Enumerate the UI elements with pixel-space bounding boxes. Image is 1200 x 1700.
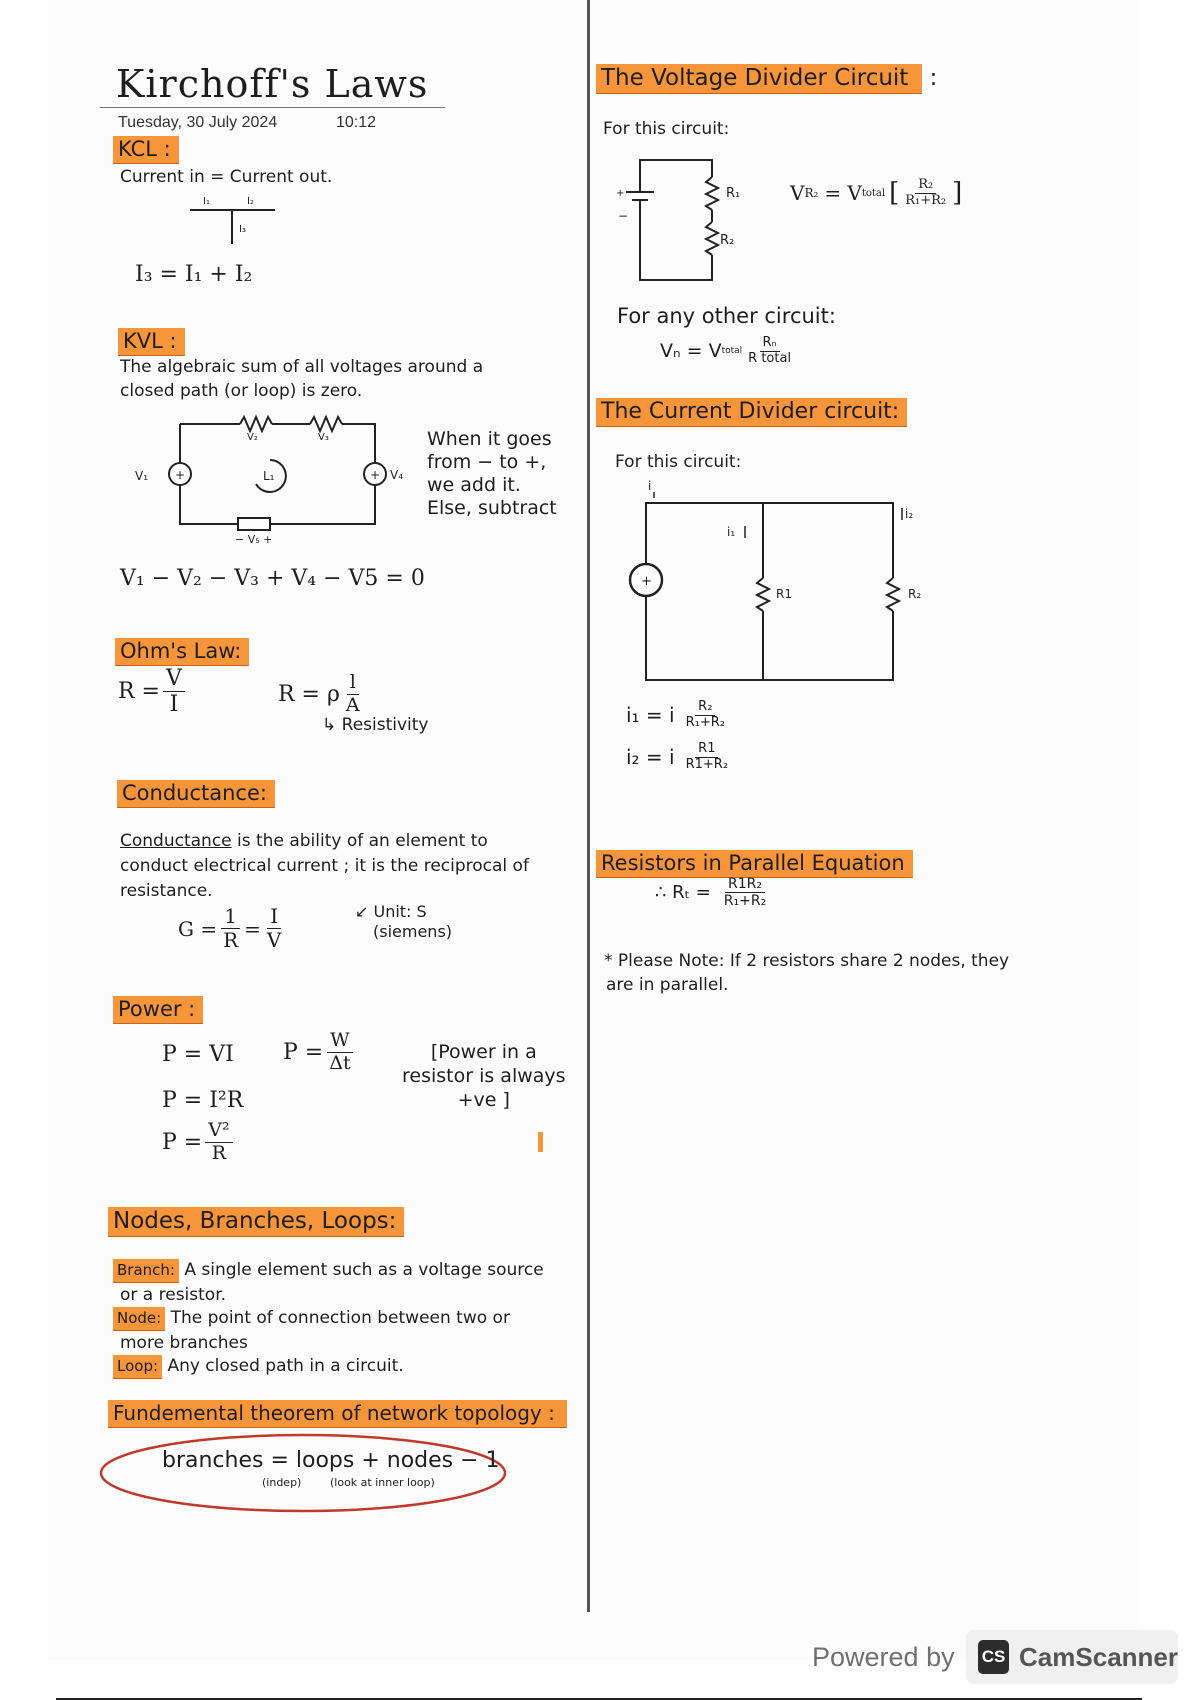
cd-r2-label: R₂: [908, 587, 922, 601]
kvl-heading: KVL :: [118, 328, 185, 356]
v5-label: − V₅ +: [235, 533, 273, 546]
vdivider-formula: V R₂ = V total [ $\frac{\text{R₂}}{\text{R₁+R₂}}$ ]: [790, 177, 963, 209]
theorem-ellipse: [98, 1432, 508, 1514]
cd-i1-label: i₁: [727, 525, 736, 539]
vdivider-heading-row: The Voltage Divider Circuit :: [596, 64, 937, 94]
conductance-heading: Conductance:: [117, 780, 275, 808]
kcl-i2-label: I₂: [247, 196, 254, 207]
ohms-formula-1: R = $\frac{V}{I}$: [118, 666, 188, 718]
topology-formula: branches = loops + nodes − 1: [162, 1448, 500, 1473]
page-time: 10:12: [336, 114, 377, 131]
vdivider-other-formula: Vₙ = V total $\frac{\text{Rₙ}}{\text{R total}}$: [660, 335, 792, 366]
cdivider-eq2: i₂ = i $\frac{R1}{\text{R1+R₂}}$: [626, 741, 729, 772]
ohms-formula-2: R = ρ $\frac{l}{A}$: [278, 671, 360, 716]
node-definition: Node: The point of connection between two or: [113, 1307, 510, 1331]
kcl-node-diagram: [185, 190, 285, 250]
topology-sub-indep: (indep): [262, 1476, 302, 1489]
kvl-circuit-diagram: [130, 412, 420, 547]
powered-by-text: Powered by: [812, 1642, 955, 1672]
power-formula-v2r: P = $\frac{\text{V²}}{R}$: [162, 1120, 236, 1165]
cd-i-label: i: [648, 479, 652, 493]
power-formula-i2r: P = I²R: [162, 1088, 244, 1113]
title-underline: [100, 107, 445, 108]
vd-r1-label: R₁: [726, 186, 741, 201]
svg-text:−: −: [618, 209, 629, 223]
page-title: Kirchoff's Laws: [116, 62, 429, 106]
kvl-note: When it goes from − to +, we add it. Else, subtract: [427, 428, 557, 519]
parallel-heading: Resistors in Parallel Equation: [596, 850, 913, 878]
v2-label: V₂: [247, 432, 258, 443]
camscanner-brand: CamScanner: [1019, 1641, 1178, 1672]
topology-sub-inner-loop: (look at inner loop): [330, 1476, 435, 1489]
vdivider-for-this: For this circuit:: [603, 119, 730, 139]
vdivider-heading: The Voltage Divider Circuit: [596, 64, 922, 94]
power-formula-vi: P = VI: [162, 1042, 234, 1067]
kvl-equation: V₁ − V₂ − V₃ + V₄ − V5 = 0: [120, 566, 425, 591]
parallel-formula: ∴ Rₜ = $\frac{\text{R1R₂}}{\text{R₁+R₂}}$: [655, 876, 767, 910]
svg-text:+: +: [175, 468, 186, 482]
conductance-formula: G = $\frac{1}{R}$ = $\frac{I}{V}$: [178, 904, 282, 952]
node-definition-cont: more branches: [120, 1333, 248, 1353]
branch-definition: Branch: A single element such as a voltage source: [113, 1259, 544, 1283]
kcl-i3-label: I₃: [239, 224, 246, 235]
fundamental-heading: Fundemental theorem of network topology :: [108, 1400, 567, 1428]
power-note: [Power in a resistor is always +ve ]: [402, 1041, 566, 1111]
v4-label: V₄: [390, 468, 404, 482]
cd-r1-label: R1: [776, 587, 792, 601]
vdivider-other-heading: For any other circuit:: [617, 304, 836, 328]
cd-i2-label: i₂: [905, 507, 914, 521]
ohms-heading: Ohm's Law:: [115, 638, 249, 666]
camscanner-logo-icon: CS: [978, 1640, 1009, 1674]
kvl-text-line2: closed path (or loop) is zero.: [120, 381, 363, 401]
resistivity-note: ↳ Resistivity: [322, 715, 429, 735]
kcl-heading: KCL :: [113, 136, 179, 164]
parallel-note-cont: are in parallel.: [606, 975, 729, 995]
conductance-text-line1: Conductance is the ability of an element to: [120, 831, 488, 851]
page-date: Tuesday, 30 July 2024: [118, 114, 278, 131]
column-divider: [587, 0, 590, 1612]
conductance-text-line2: conduct electrical current ; it is the reciprocal of: [120, 856, 529, 876]
power-heading: Power :: [113, 996, 203, 1024]
kvl-text-line1: The algebraic sum of all voltages around a: [120, 357, 484, 377]
voltage-divider-circuit: [612, 152, 772, 287]
kcl-text: Current in = Current out.: [120, 167, 333, 187]
svg-text:+: +: [370, 468, 381, 482]
kcl-equation: I₃ = I₁ + I₂: [135, 262, 253, 287]
kcl-i1-label: I₁: [203, 196, 210, 207]
cdivider-eq1: i₁ = i $\frac{\text{R₂}}{\text{R₁+R₂}}$: [626, 699, 725, 730]
camscanner-badge[interactable]: [966, 1630, 1178, 1684]
parallel-note: * Please Note: If 2 resistors share 2 nodes, they: [604, 951, 1010, 971]
svg-text:+: +: [641, 574, 652, 589]
current-divider-circuit: [610, 478, 930, 688]
power-formula-work: P = $\frac{W}{\Delta t}$: [283, 1030, 357, 1075]
conductance-text-line3: resistance.: [120, 881, 213, 901]
loop-label: L₁: [263, 469, 275, 483]
cdivider-heading: The Current Divider circuit:: [596, 398, 907, 427]
cdivider-for-this: For this circuit:: [615, 452, 742, 472]
branch-definition-cont: or a resistor.: [120, 1285, 227, 1305]
loop-definition: Loop: Any closed path in a circuit.: [113, 1355, 404, 1379]
nodes-heading: Nodes, Branches, Loops:: [108, 1207, 404, 1237]
svg-text:+: +: [616, 188, 625, 199]
vd-r2-label: R₂: [720, 233, 735, 248]
v3-label: V₃: [318, 432, 329, 443]
cursor-mark: [538, 1132, 543, 1152]
v5-resistor: [238, 518, 270, 530]
conductance-unit: ↙ Unit: S (siemens): [355, 902, 453, 941]
v1-label: V₁: [135, 469, 149, 483]
